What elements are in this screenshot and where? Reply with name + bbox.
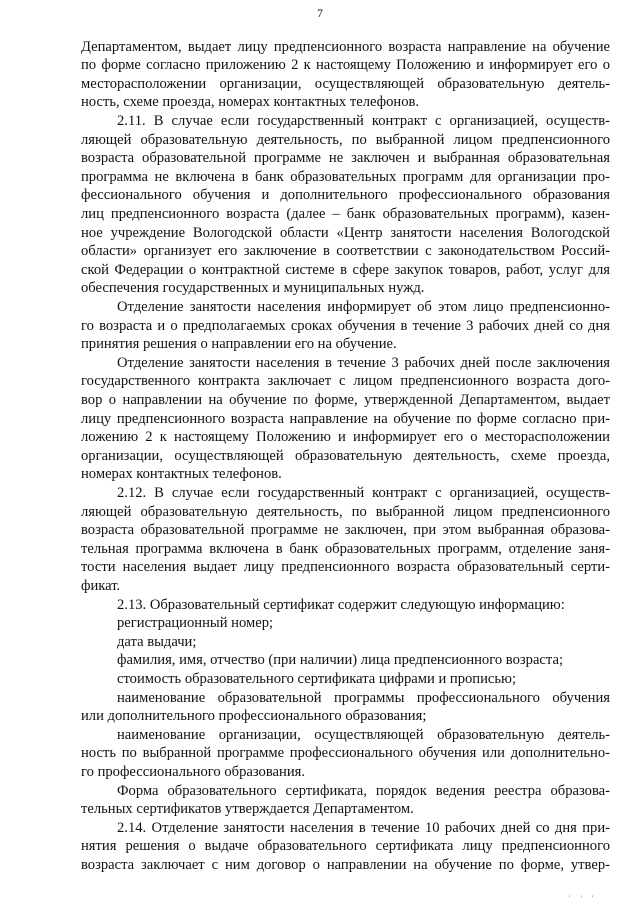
text-line: лиц предпенсионного возраста (далее – банк образовательных программ), казен- (81, 205, 610, 222)
text-line: Отделение занятости населения информирует об этом лицо предпенсионно- (117, 298, 610, 315)
text-line: наименование образовательной программы профессионального обучения (117, 689, 610, 706)
text-line: фикат. (81, 577, 121, 594)
text-line: ное учреждение Вологодской области «Центр занятости населения Вологодской (81, 224, 610, 241)
text-line: обеспечения государственных и муниципальных нужд. (81, 280, 425, 297)
text-line: или дополнительного профессионального образования; (81, 708, 427, 725)
text-line: ложению 2 к настоящему Положению и информирует его о месторасположении (81, 429, 610, 446)
text-line: тости населения выдает лицу предпенсионного возраста образовательный серти- (81, 559, 610, 576)
text-line: ляющей образовательную деятельность, по выбранной лицом предпенсионного (81, 131, 610, 148)
text-line: Форма образовательного сертификата, порядок ведения реестра образова- (117, 782, 610, 799)
text-line: номерах контактных телефонов. (81, 466, 282, 483)
text-line: программа не включена в банк образовательных программ для организации про- (81, 168, 610, 185)
text-line: 2.13. Образовательный сертификат содержит следующую информацию: (117, 596, 565, 613)
text-line: возраста заключает с ним договор о направлении на обучение по форме, утвер- (81, 856, 610, 873)
text-line: наименование организации, осуществляющей образовательную деятель- (117, 726, 610, 743)
text-line: по форме согласно приложению 2 к настоящему Положению и информирует его о (81, 57, 610, 74)
page-number: 7 (317, 8, 323, 20)
scan-artifact: ' ' ' (569, 894, 598, 903)
text-line: го профессионального образования. (81, 763, 305, 780)
text-line: стоимость образовательного сертификата цифрами и прописью; (117, 670, 517, 687)
text-line: ность по выбранной программе профессионального обучения или дополнительно- (81, 745, 610, 762)
text-line: ность, схеме проезда, номерах контактных телефонов. (81, 94, 420, 111)
text-line: области» организует его заключение в соответствии с законодательством Россий- (81, 243, 610, 260)
text-line: вор о направлении на обучение по форме, утвержденной Департаментом, выдает (81, 391, 610, 408)
text-line: государственного контракта заключает с лицом предпенсионного возраста дого- (81, 373, 610, 390)
text-line: организации, осуществляющей образовательную деятельность, схеме проезда, (81, 447, 610, 464)
text-line: Департаментом, выдает лицу предпенсионного возраста направление на обучение (81, 38, 610, 55)
text-line: возраста образовательной программе не заключен и выбранная образовательная (81, 150, 610, 167)
text-line: фамилия, имя, отчество (при наличии) лица предпенсионного возраста; (117, 652, 563, 669)
text-line: 2.14. Отделение занятости населения в течение 10 рабочих дней со дня при- (117, 819, 610, 836)
text-line: лицу предпенсионного возраста направление на обучение по форме согласно при- (81, 410, 610, 427)
text-line: го возраста и о предполагаемых сроках обучения в течение 3 рабочих дней со дня (81, 317, 610, 334)
text-line: возраста образовательной программе не заключен, при этом выбранная образова- (81, 522, 610, 539)
text-line: Отделение занятости населения в течение 3 рабочих дней после заключения (117, 354, 610, 371)
text-line: ляющей образовательную деятельность, по выбранной лицом предпенсионного (81, 503, 610, 520)
text-line: месторасположении организации, осуществляющей образовательную деятель- (81, 75, 610, 92)
text-line: тельных сертификатов утверждается Департаментом. (81, 801, 414, 818)
text-line: регистрационный номер; (117, 615, 274, 632)
text-line: принятия решения о направлении его на обучение. (81, 336, 397, 353)
text-line: фессионального обучения и дополнительного профессионального образования (81, 187, 610, 204)
text-line: 2.12. В случае если государственный контракт с организацией, осуществ- (117, 484, 610, 501)
text-line: нятия решения о выдаче образовательного сертификата лицу предпенсионного (81, 838, 610, 855)
text-line: тельная программа включена в банк образовательных программ, отделение заня- (81, 540, 610, 557)
text-line: 2.11. В случае если государственный контракт с организацией, осуществ- (117, 112, 610, 129)
text-line: ской Федерации о контрактной системе в сфере закупок товаров, работ, услуг для (81, 261, 610, 278)
text-line: дата выдачи; (117, 633, 197, 650)
